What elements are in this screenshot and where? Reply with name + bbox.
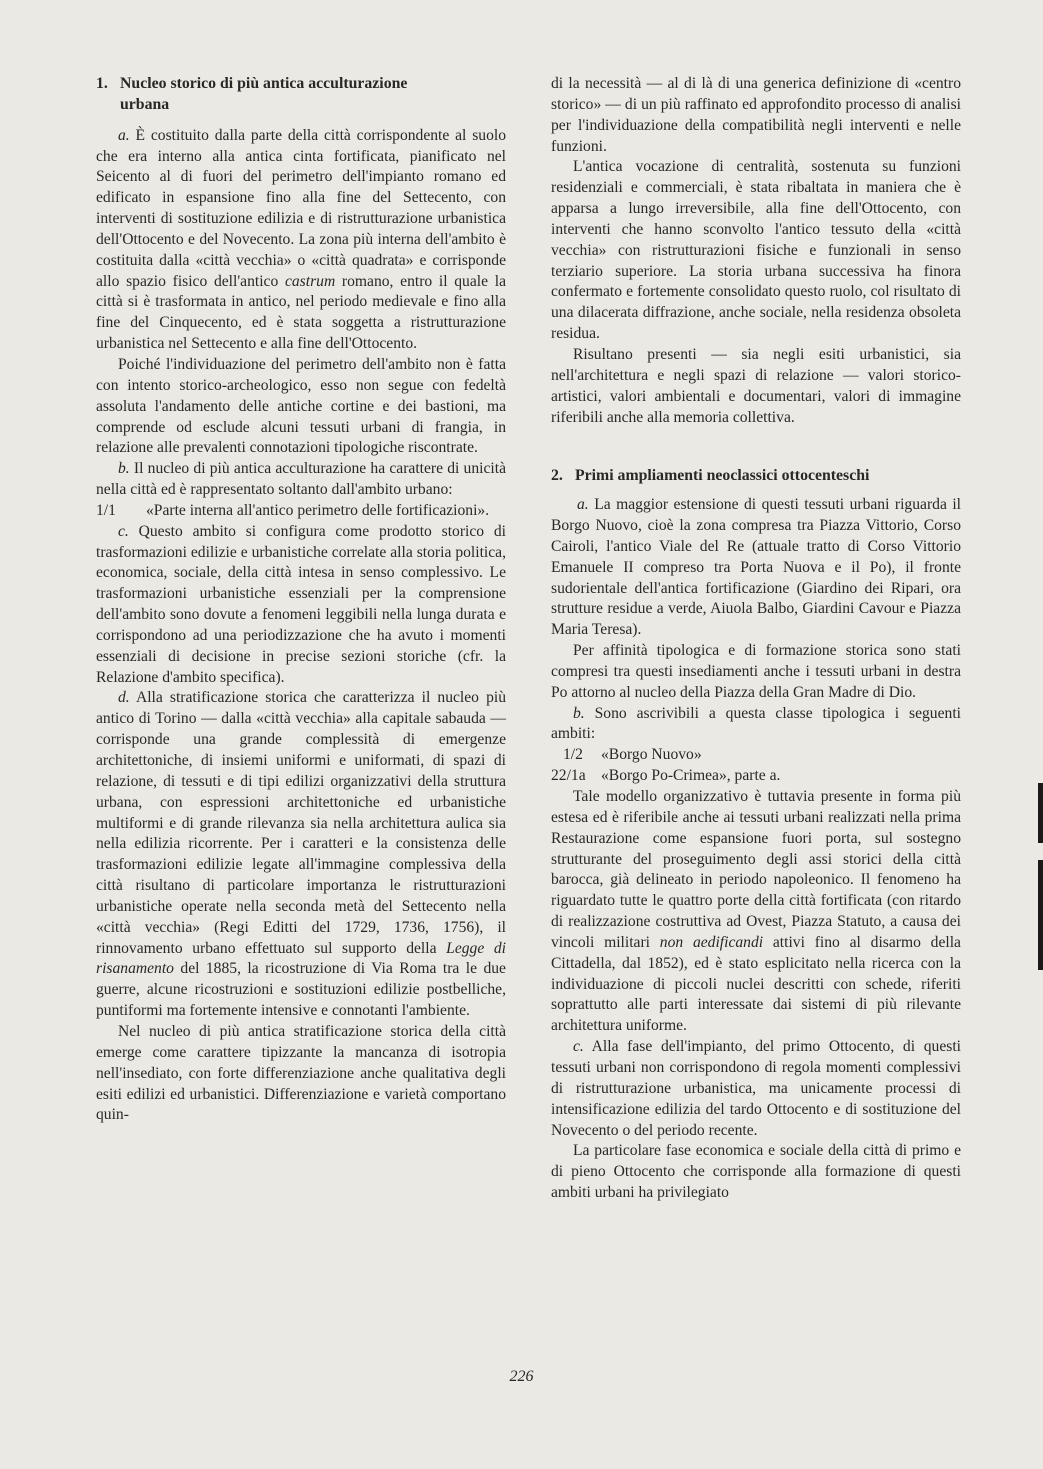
- section-2-heading: [551, 466, 961, 487]
- law-title: Legge di risanamento: [96, 939, 506, 978]
- ambito-entry: [551, 766, 961, 787]
- paragraph-text: Questo ambito si configura come prodotto storico di trasformazioni edilizie e urbanistiche correlate alla storia politica, economica, sociale, della città intesa in senso complessivo. Le trasformazioni urbanistiche essenziali per la comprensione dell'ambito sono dovute a fenomeni leggibili nella lunga durata e corrispondono ad una periodizzazione che ha avuto i momenti essenziali di decisione in precise sezioni storiche (cfr. la Relazione d'ambito specifica).: [96, 522, 506, 686]
- paragraph-text: Alla fase dell'impianto, del primo Ottocento, di questi tessuti urbani non corrispondono di regola momenti complessivi di ristrutturazione urbanistica, ma unicamente processi di intensificazione edilizia del tardo Ottocento e di sostituzione del Novecento o del periodo recente.: [551, 1038, 961, 1139]
- paragraph-text: del 1885, la ricostruzione di Via Roma tra le due guerre, alcune ricostruzioni e sostituzioni edilizie postbelliche, puntiformi ma fortemente intensive e connotanti l'ambiente.: [96, 960, 506, 1020]
- latin-term: castrum: [284, 272, 336, 290]
- right-column: [551, 74, 961, 1204]
- left-column: [96, 74, 506, 1126]
- item-letter: a.: [577, 496, 589, 514]
- paragraph-text: Il nucleo di più antica acculturazione ha carattere di unicità nella città ed è rappresentato soltanto dall'ambito urbano:: [96, 460, 506, 499]
- scan-edge-mark: [1038, 860, 1043, 970]
- paragraph: [551, 787, 961, 1037]
- paragraph-text: Sono ascrivibili a questa classe tipologica i seguenti ambiti:: [551, 704, 961, 743]
- ambito-name: «Parte interna all'antico perimetro delle fortificazioni».: [146, 501, 490, 519]
- item-letter: d.: [118, 689, 130, 707]
- paragraph: Poiché l'individuazione del perimetro dell'ambito non è fatta con intento storico-archeologico, esso non segue con fedeltà assoluta l'andamento delle antiche cortine e dei bastioni, ma comprende od esclude alcuni tessuti urbani di frangia, in relazione alle prevalenti connotazioni tipologiche riscontrate.: [96, 355, 506, 457]
- latin-term: non aedificandi: [659, 933, 764, 951]
- scan-edge-mark: [1038, 783, 1043, 843]
- ambito-entry: [551, 745, 961, 766]
- ambito-name: «Borgo Po-Crimea», parte a.: [601, 767, 781, 785]
- paragraph-text: romano, entro il quale la città si è trasformata in antico, nel periodo medievale e fino alla fine del Cinquecento, ed è stata soggetta a ristrutturazione urbanistica nel Settecento e alla fine dell'Ottocento.: [96, 272, 506, 353]
- paragraph: di la necessità — al di là di una generica definizione di «centro storico» — di un più raffinato ed approfondito processo di analisi per l'individuazione della compatibilità negli interventi e nelle funzioni.: [551, 75, 961, 155]
- page-number: 226: [509, 1368, 534, 1385]
- paragraph: L'antica vocazione di centralità, sostenuta su funzioni residenziali e commerciali, è stata ribaltata in maniera che è apparsa a lungo irreversibile, alla fine dell'Ottocento, con interventi che hanno sconvolto l'antico tessuto della «città vecchia» con ristrutturazioni fisiche e funzionali in senso terziario superiore. La storia urbana successiva ha finora confermato e fortemente consolidato questo ruolo, col risultato di una dilacerata diffrazione, anche sociale, nella residenza obsoleta residua.: [551, 158, 961, 343]
- paragraph: [96, 688, 506, 1022]
- ambito-code: 22/1a: [551, 767, 586, 785]
- ambito-code: 1/2: [563, 746, 583, 764]
- paragraph: [551, 704, 961, 746]
- paragraph: [96, 126, 506, 355]
- paragraph-text: La maggior estensione di questi tessuti urbani riguarda il Borgo Nuovo, cioè la zona compresa tra Piazza Vittorio, Corso Cairoli, l'antico Viale del Re (attuale tratto di Corso Vittorio Emanuele II compreso tra Porta Nuova e il Po), il fronte sudorientale dell'antica fortificazione (Giardino dei Ripari, ora strutture residue a verde, Aiuola Balbo, Giardini Cavour e Piazza Maria Teresa).: [551, 496, 961, 639]
- section-number: 2.: [551, 467, 563, 485]
- ambito-code: 1/1: [96, 501, 116, 519]
- item-letter: b.: [573, 704, 585, 722]
- section-title-line-2: urbana: [120, 95, 170, 113]
- section-number: 1.: [96, 75, 108, 92]
- paragraph: Nel nucleo di più antica stratificazione storica della città emerge come carattere tipizzante la mancanza di isotropia nell'insediato, con forte differenziazione anche qualitativa degli esiti edilizi ed urbanistici. Differenziazione e varietà comportano quin-: [96, 1022, 506, 1124]
- paragraph-text: È costituito dalla parte della città corrispondente al suolo che era interno alla antica cinta fortificata, pianificato nel Seicento al di fuori del perimetro dell'impianto romano ed edificato in espansione fino alla fine del Settecento, con interventi di sostituzione edilizia e di ristrutturazione urbanistica dell'Ottocento e del Novecento. La zona più interna dell'ambito è costituita dalla «città vecchia» o «città quadrata» e corrisponde allo spazio fisico dell'antico: [96, 126, 506, 290]
- ambito-name: «Borgo Nuovo»: [601, 746, 702, 764]
- paragraph: [96, 522, 506, 689]
- paragraph: [551, 495, 961, 641]
- item-letter: c.: [573, 1038, 584, 1056]
- paragraph-text: Alla stratificazione storica che caratterizza il nucleo più antico di Torino — dalla «città vecchia» alla capitale sabauda — corrisponde una grande complessità di emergenze architettoniche, di insiemi uniformi e uniformati, di spazi di relazione, di tessuti e di tipi edilizi organizzativi della struttura urbana, con espressioni architettoniche ed urbanistiche multiformi e di grande rilevanza sia nella architettura aulica sia nella edilizia ricorrente. Per i caratteri e la consistenza delle trasformazioni edilizie legate all'immagine complessiva della città risultano di particolare importanza le ristrutturazioni urbanistiche operate nella seconda metà del Settecento nella «città vecchia» (Regi Editti del 1729, 1736, 1756), il rinnovamento urbano effettuato sul supporto della: [96, 689, 506, 957]
- paragraph-text: attivi fino al disarmo della Cittadella, dal 1852), ed è stato esplicitato nella ricerca con la individuazione di piccoli nuclei descritti con schede, riferiti soprattutto alle parti interessate dai sistemi di più rilevante architettura uniforme.: [551, 933, 961, 1035]
- paragraph: La particolare fase economica e sociale della città di primo e di pieno Ottocento che corrisponde alla formazione di questi ambiti urbani ha privilegiato: [551, 1142, 961, 1202]
- item-letter: a.: [118, 126, 130, 144]
- paragraph-text: Tale modello organizzativo è tuttavia presente in forma più estesa ed è riferibile anche ai tessuti urbani realizzati nella prima Restaurazione come espansione fuori porta, sul sostegno strutturante del proseguimento degli assi storici della città barocca, già delineato in periodo napoleonico. Il fenomeno ha riguardato tutte le quattro porte della città fortificata (con ritardo di realizzazione costruttiva ad Ovest, Piazza Statuto, a causa dei vincoli militari: [551, 788, 961, 951]
- paragraph: [96, 459, 506, 501]
- paragraph: Risultano presenti — sia negli esiti urbanistici, sia nell'architettura e negli spazi di relazione — valori storico-artistici, valori ambientali e documentari, valori di immagine riferibili anche alla memoria collettiva.: [551, 345, 961, 426]
- item-letter: b.: [118, 460, 130, 478]
- section-title: Primi ampliamenti neoclassici ottocenteschi: [575, 467, 870, 485]
- section-1-heading: [96, 74, 506, 116]
- item-letter: c.: [118, 522, 129, 540]
- ambito-entry: [96, 501, 506, 522]
- paragraph: [551, 1037, 961, 1141]
- paragraph: Per affinità tipologica e di formazione storica sono stati compresi tra questi insediamenti anche i tessuti urbani in destra Po attorno al nucleo della Piazza della Gran Madre di Dio.: [551, 642, 961, 701]
- section-title-line-1: Nucleo storico di più antica acculturazione: [120, 75, 408, 92]
